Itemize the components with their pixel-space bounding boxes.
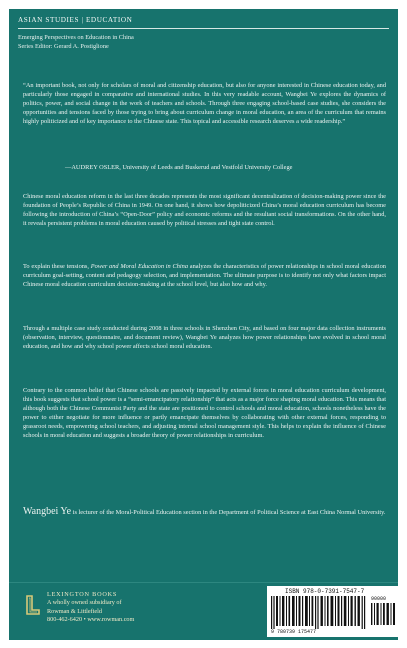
series-name: Emerging Perspectives on Education in China	[18, 34, 134, 41]
price-code-text: 90000	[371, 596, 387, 602]
endorsement-attribution: —AUDREY OSLER, University of Leeds and Buskerud and Vestfold University College	[65, 164, 293, 171]
price-code	[371, 596, 397, 628]
description-paragraph-4: Contrary to the common belief that Chinese schools are passively impacted by external forces in moral education curriculum development, this book suggests that school power is a “semi-emancipatory relationship” that acts as a major force shaping moral education. This means that although both the Chinese Communist Party and the state are positioned to control schools and moral education, schools nonetheless have the power to either negotiate for more influence or partly emancipate themselves by collaborating with other external forces, responding to grassroot needs, empowering school teachers, and adjusting internal school management style. This helps to explain the influence of Chinese schools in moral education and suggests a broader theory of power relationships in curriculum.	[23, 387, 386, 440]
publisher-band	[9, 582, 398, 640]
barcode-number: 9 780739 175477	[271, 629, 317, 635]
price-barcode-graphic	[371, 602, 397, 626]
cover-panel	[9, 9, 398, 582]
publisher-name: LEXINGTON BOOKS	[47, 591, 118, 598]
publisher-contact: 800-462-6420 • www.rowman.com	[47, 615, 135, 623]
lexington-logo-icon	[26, 595, 40, 615]
author-name: Wangbei Ye	[23, 506, 72, 517]
isbn-barcode	[267, 586, 403, 637]
paragraph-2-rest: analyzes the characteristics of power relationships in school moral education curriculum goal-setting, content and pedagogy selection, and implementation. The ultimate purpose is to identify not only what factors impact Chinese moral education curriculum decision-making at the school level, but also how and why.	[23, 263, 386, 289]
author-bio	[23, 507, 386, 517]
publisher-line-2: Rowman & Littlefield	[47, 607, 102, 615]
isbn-text: ISBN 978-0-7391-7547-7	[285, 588, 365, 595]
publisher-info	[47, 591, 134, 624]
description-paragraph-3: Through a multiple case study conducted during 2008 in three schools in Shenzhen City, and based on four major data collection instruments (observation, interview, questionnaire, and document review), Wangbei Ye analyzes how power relationships have evolved in school moral education, and how and why school power affects school moral education.	[23, 325, 386, 351]
book-title-italic: Power and Moral Education in China	[90, 263, 188, 270]
paragraph-2-lead: To explain these tensions,	[23, 263, 91, 270]
description-paragraph-2	[23, 262, 386, 289]
series-heading: ASIAN STUDIES | EDUCATION	[18, 16, 133, 24]
series-editor: Series Editor: Gerard A. Postiglione	[18, 43, 109, 51]
series-rule	[18, 28, 389, 29]
author-description: is lecturer of the Moral-Political Education section in the Department of Political Science at East China Normal University.	[71, 509, 386, 516]
ean-barcode-graphic	[271, 596, 367, 629]
endorsement-quote: “An important book, not only for scholars of moral and citizenship education, but also for anyone interested in Chinese education today, and particularly those engaged in comparative and international studies. In this very readable account, Wangbei Ye explores the dynamics of politics, power, and social change in the work of teachers and schools. Through three engaging school-based case studies, she considers the opportunities and tensions faced by those trying to bring about curriculum change in moral education, an area of the curriculum that remains highly politicized and of key importance to the Chinese state. This topical and accessible research deserves a wide readership.”	[23, 82, 386, 126]
series-info	[18, 33, 134, 51]
description-paragraph-1: Chinese moral education reform in the last three decades represents the most significant decentralization of decision-making power since the foundation of People’s Republic of China in 1949. On one hand, it shows how depoliticized China’s moral education curriculum has become following the introduction of China’s “Open-Door” policy and economic reforms and the resultant social transformations. On the other hand, it reveals persistent problems in moral education caused by political stresses and tight state control.	[23, 193, 386, 228]
publisher-line-1: A wholly owned subsidiary of	[47, 599, 122, 607]
